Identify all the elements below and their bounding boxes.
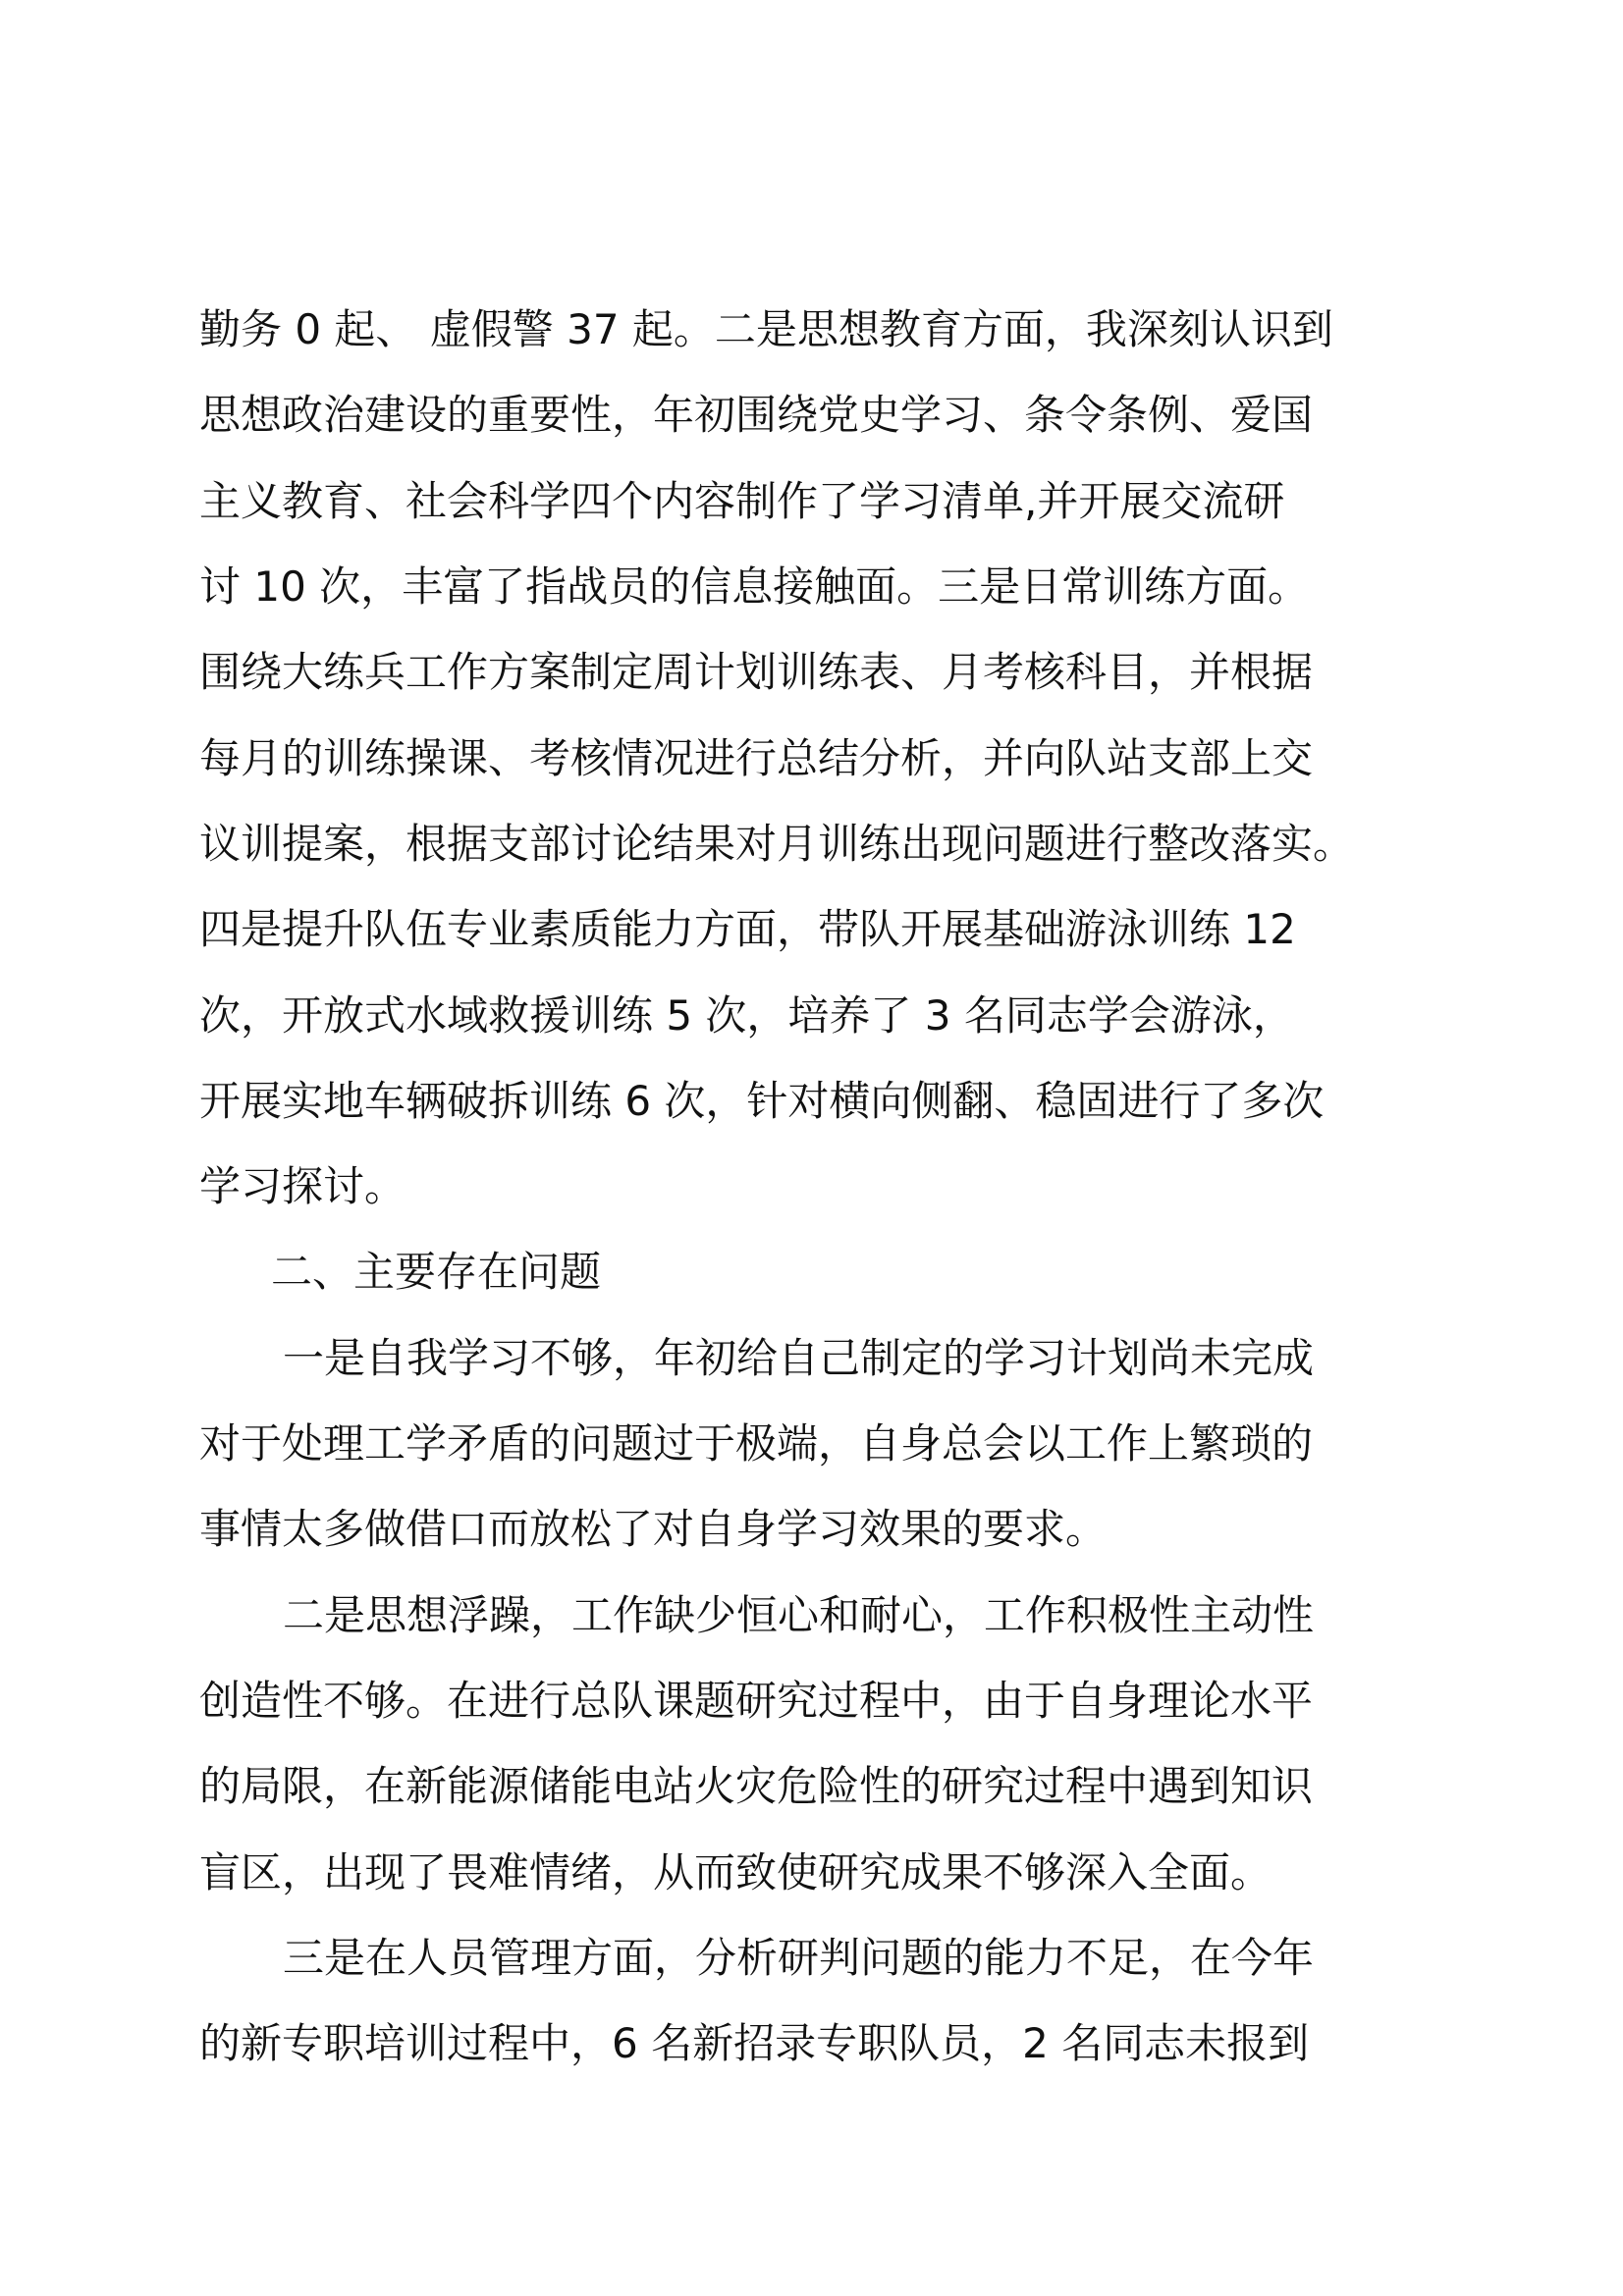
text-line-20: 三是在人员管理方面，分析研判问题的能力不足，在今年 bbox=[283, 1934, 1315, 1982]
text-line-5: 围绕大练兵工作方案制定周计划训练表、月考核科目，并根据 bbox=[199, 648, 1314, 696]
text-line-3: 主义教育、社会科学四个内容制作了学习清单,并开展交流研 bbox=[199, 477, 1285, 525]
text-line-2: 思想政治建设的重要性，年初围绕党史学习、条令条例、爱国 bbox=[199, 391, 1314, 439]
text-line-7: 议训提案，根据支部讨论结果对月训练出现问题进行整改落实。 bbox=[199, 820, 1355, 868]
text-line-13: 一是自我学习不够，年初给自己制定的学习计划尚未完成 bbox=[283, 1334, 1315, 1382]
text-line-6: 每月的训练操课、考核情况进行总结分析，并向队站支部上交 bbox=[199, 734, 1314, 782]
section-heading: 二、主要存在问题 bbox=[271, 1248, 602, 1296]
text-line-10: 开展实地车辆破拆训练 6 次，针对横向侧翻、稳固进行了多次 bbox=[199, 1077, 1325, 1125]
text-line-18: 的局限，在新能源储能电站火灾危险性的研究过程中遇到知识 bbox=[199, 1762, 1314, 1810]
text-line-16: 二是思想浮躁，工作缺少恒心和耐心，工作积极性主动性 bbox=[283, 1591, 1315, 1639]
text-line-21: 的新专职培训过程中，6 名新招录专职队员，2 名同志未报到 bbox=[199, 2019, 1310, 2067]
text-line-15: 事情太多做借口而放松了对自身学习效果的要求。 bbox=[199, 1505, 1108, 1553]
text-line-14: 对于处理工学矛盾的问题过于极端，自身总会以工作上繁琐的 bbox=[199, 1419, 1314, 1468]
text-line-8: 四是提升队伍专业素质能力方面，带队开展基础游泳训练 12 bbox=[199, 905, 1296, 953]
text-line-11: 学习探讨。 bbox=[199, 1162, 406, 1210]
text-line-9: 次，开放式水域救援训练 5 次，培养了 3 名同志学会游泳， bbox=[199, 991, 1294, 1040]
text-line-4: 讨 10 次，丰富了指战员的信息接触面。三是日常训练方面。 bbox=[199, 562, 1310, 611]
text-line-1: 勤务 0 起、 虚假警 37 起。二是思想教育方面，我深刻认识到 bbox=[199, 305, 1333, 353]
text-line-19: 盲区，出现了畏难情绪，从而致使研究成果不够深入全面。 bbox=[199, 1848, 1272, 1896]
text-line-17: 创造性不够。在进行总队课题研究过程中，由于自身理论水平 bbox=[199, 1677, 1314, 1725]
